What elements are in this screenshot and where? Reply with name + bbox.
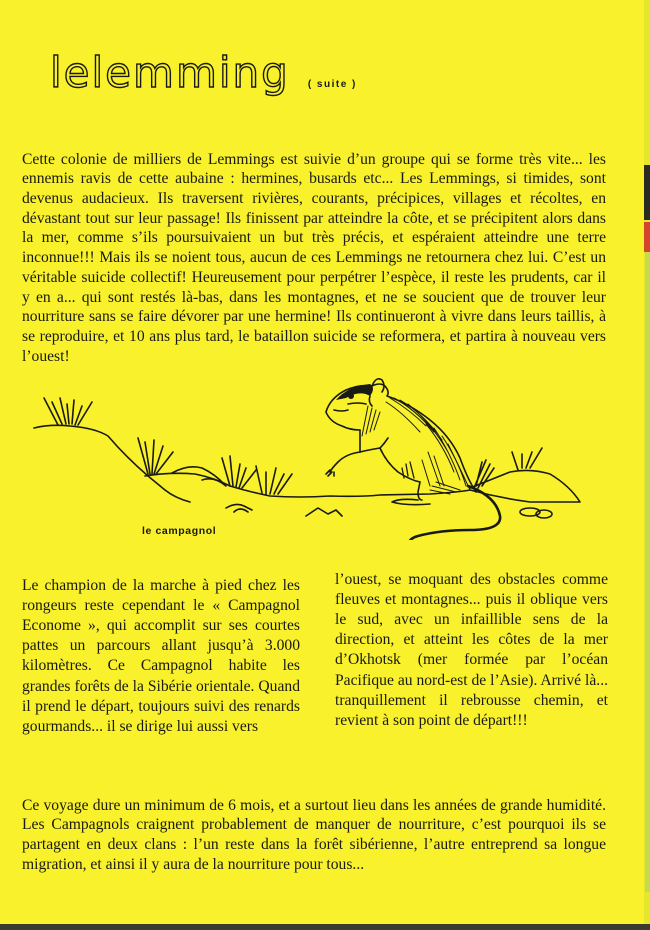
ground-line [145,473,470,497]
grass-tuft-2 [138,438,173,474]
title-word-lemming: lemming [91,48,290,97]
page-title [50,48,357,97]
vole-illustration [30,340,630,540]
page-bottom-shadow [0,924,650,930]
column-left-paragraph: Le champion de la marche à pied chez les rongeurs reste cependant le « Campagnol Econome », qui accomplit sur ses courtes pattes un parcours allant jusqu’à 3.000 kilomètres. Ce Campagnol habite les grandes forêts de la Sibérie orientale. Quand il prend le départ, toujours suivi des renards gourmands... il se dirige lui aussi vers [22,576,300,736]
adjacent-page-edge-red-strip [644,222,650,252]
mound-right [470,470,580,502]
grass-tuft-5 [474,460,494,488]
illustration-caption: le campagnol [142,525,217,537]
grass-tuft-4 [256,466,292,494]
vole-hind-foot [392,499,430,504]
grass-tuft-6 [512,448,542,470]
closing-paragraph: Ce voyage dure un minimum de 6 mois, et a surtout lieu dans les années de grande humidité. Les Campagnols craignent probablement de manquer de nourriture, c’est pourquoi ils se partagent en deux clans : l’un reste dans la forêt sibérienne, l’autre entreprend sa longue migration, et ainsi il y aura de la nourriture pour tous... [22,796,606,873]
grass-tuft-3 [222,456,256,488]
title-word-le: le [50,48,92,97]
intro-paragraph: Cette colonie de milliers de Lemmings est suivie d’un groupe qui se forme très vite... les ennemis ravis de cette aubaine : hermines, busards etc... Les Lemmings, si timides, sont devenus audacieux. Ils traversent rivières, courants, précipices, villages et récoltes, en dévastant tout sur leur passage! Ils finissent par atteindre la côte, et se précipitent alors dans la mer, comme s’ils poursuivaient un but très précis, et espéraient atteindre une terre inconnue!!! Mais ils se noient tous, aucun de ces Lemmings ne retournera chez lui. C’est un véritable suicide collectif! Heureusement pour perpétrer l’espèce, il reste les prudents, car il y en a... qui sont restés là-bas, dans les montagnes, et ne se soucient que de trouver leur nourriture sans se faire dévorer par une hermine! Ils continueront à vivre dans leurs taillis, à se reproduire, et 10 ans plus tard, le bataillon suicide se reformera, et partira à nouveau vers l’ouest! [22,150,606,365]
vole-drawing-icon [30,340,630,540]
vole-chin [326,412,360,430]
hill-left [34,425,190,502]
mound-small [172,467,225,485]
column-right-paragraph: l’ouest, se moquant des obstacles comme fleuves et montagnes... puis il oblique vers le sud, avec un infaillible sens de la direction, et atteint les côtes de la mer d’Okhotsk (mer formée par l’océan Pacifique au nord-est de l’Asie). Arrivé là... tranquillement il rebrousse chemin, et revient à son point de départ!!! [335,570,608,730]
adjacent-page-edge-green-strip [645,252,650,892]
vole-front-paw [330,452,360,472]
adjacent-page-edge-dark-strip [644,165,650,220]
grass-tuft-1 [44,398,92,425]
title-suffix: ( suite ) [307,79,357,90]
